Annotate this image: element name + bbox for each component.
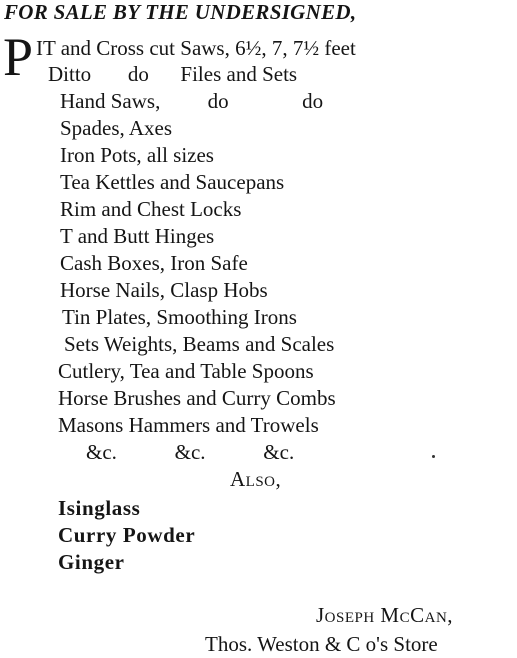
item-line-10: Horse Nails, Clasp Hobs: [60, 278, 268, 302]
item-line-14: Horse Brushes and Curry Combs: [58, 386, 336, 410]
also-item-3: Ginger: [58, 550, 125, 574]
store-name: Thos. Weston & C o's Store: [205, 632, 438, 656]
item-line-9: Cash Boxes, Iron Safe: [60, 251, 248, 275]
item-line-15: Masons Hammers and Trowels: [58, 413, 319, 437]
signature-name: Joseph McCan,: [316, 603, 454, 627]
item-line-11: Tin Plates, Smoothing Irons: [62, 305, 297, 329]
item-line-1: IT and Cross cut Saws, 6½, 7, 7½ feet: [36, 36, 356, 60]
item-line-6: Tea Kettles and Saucepans: [60, 170, 285, 194]
item-line-12: Sets Weights, Beams and Scales: [64, 332, 335, 356]
item-line-4: Spades, Axes: [60, 116, 172, 140]
drop-cap: P: [3, 27, 34, 87]
also-item-2: Curry Powder: [58, 523, 196, 547]
item-line-8: T and Butt Hinges: [60, 224, 215, 248]
etcetera-line: &c. &c. &c.: [86, 440, 295, 464]
ad-heading: FOR SALE BY THE UNDERSIGNED,: [4, 0, 357, 24]
item-line-3: Hand Saws, do do: [60, 89, 324, 113]
item-line-7: Rim and Chest Locks: [60, 197, 242, 221]
item-line-5: Iron Pots, all sizes: [60, 143, 214, 167]
item-line-13: Cutlery, Tea and Table Spoons: [58, 359, 314, 383]
stray-dot: [432, 455, 435, 458]
also-item-1: Isinglass: [58, 496, 141, 520]
item-line-2: Ditto do Files and Sets: [48, 62, 298, 86]
also-heading: Also,: [230, 467, 282, 491]
